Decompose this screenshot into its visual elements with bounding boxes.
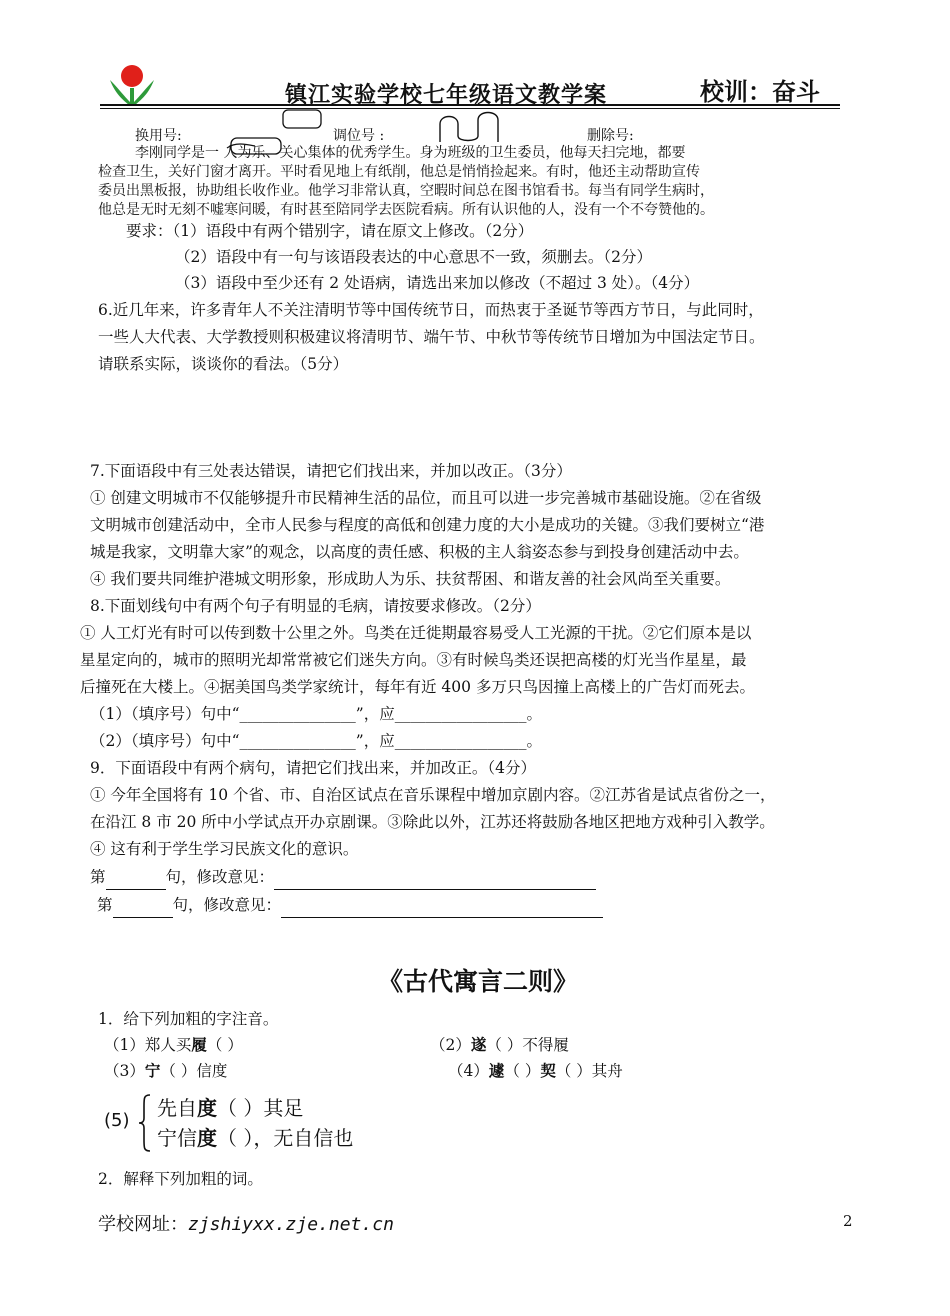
q9-answer-prefix: 第: [97, 896, 113, 914]
item-5-line-1: 先自度（ ）其足: [157, 1096, 304, 1120]
pinyin-item-4: （4）遽（ ）契（ ）其舟: [448, 1061, 623, 1080]
q5-requirement: 要求：（1）语段中有两个错别字，请在原文上修改。（2分）: [126, 222, 534, 240]
q8-fill-2[interactable]: （2）（填序号）句中“_______________”，应_________________。: [90, 732, 542, 750]
q9-answer-prefix: 第: [90, 868, 106, 886]
q9-line: ① 今年全国将有 10 个省、市、自治区试点在音乐课程中增加京剧内容。②江苏省是试点省份之一，: [90, 786, 776, 804]
q7-line: 文明城市创建活动中，全市人民参与程度的高低和创建力度的大小是成功的关键。③我们要树立“港: [90, 516, 765, 534]
q5-passage-line: 李刚同学是一 人为乐、关心集体的优秀学生。身为班级的卫生委员，他每天扫完地，都要: [135, 145, 686, 161]
q6-line: 请联系实际，谈谈你的看法。（5分）: [98, 355, 349, 373]
q8-line: ① 人工灯光有时可以传到数十公里之外。鸟类在迁徙期最容易受人工光源的干扰。②它们原本是以: [80, 624, 752, 642]
q9-stem: 9．下面语段中有两个病句，请把它们找出来，并加改正。（4分）: [90, 759, 536, 777]
q9-answer-row[interactable]: [90, 864, 596, 890]
q8-line: 星星定向的，城市的照明光却常常被它们迷失方向。③有时候鸟类还误把高楼的灯光当作星星，最: [80, 651, 747, 669]
q7-line: ④ 我们要共同维护港城文明形象，形成助人为乐、扶贫帮困、和谐友善的社会风尚至关重要。: [90, 570, 731, 588]
school-title: 镇江实验学校七年级语文教学案: [285, 82, 608, 108]
q5-requirement: （3）语段中至少还有 2 处语病，请选出来加以修改（不超过 3 处）。（4分）: [175, 274, 700, 292]
pinyin-blank[interactable]: （ ），无自信也: [217, 1126, 354, 1150]
pinyin-blank[interactable]: （ ）: [486, 1036, 523, 1054]
mark-move-label: 调位号 :: [333, 128, 385, 144]
q6-line: 6.近几年来，许多青年人不关注清明节等中国传统节日，而热衷于圣诞节等西方节日，与此同时，: [98, 301, 764, 319]
revision-blank[interactable]: [274, 873, 596, 890]
school-motto: 校训：奋斗: [700, 77, 820, 106]
q6-line: 一些人大代表、大学教授则积极建议将清明节、端午节、中秋节等传统节日增加为中国法定节日。: [98, 328, 765, 346]
item-5-line-2: 宁信度（ ），无自信也: [157, 1126, 354, 1150]
q7-line: 城是我家，文明靠大家”的观念，以高度的责任感、积极的主人翁姿态参与到投身创建活动中去。: [90, 543, 749, 561]
section-title: 《古代寓言二则》: [378, 967, 579, 996]
pinyin-blank[interactable]: （ ）: [160, 1062, 197, 1080]
item-5-label: (5): [104, 1110, 130, 1131]
url-text[interactable]: zjshiyxx.zje.net.cn: [188, 1214, 394, 1235]
url-label: 学校网址：: [98, 1214, 188, 1235]
pinyin-item-1: （1）郑人买履（ ）: [104, 1035, 243, 1054]
q5-passage-line: 他总是无时无刻不嘘寒问暖，有时甚至陪同学去医院看病。所有认识他的人，没有一个不夸赞他的。: [98, 202, 714, 218]
mark-replace-label: 换用号:: [135, 128, 182, 144]
pinyin-item-3: （3）宁（ ）信度: [104, 1061, 228, 1080]
pinyin-blank[interactable]: （ ）其足: [217, 1096, 304, 1120]
revision-blank[interactable]: [281, 901, 603, 918]
sentence-number-blank[interactable]: [106, 873, 166, 890]
q5-passage-line: 检查卫生，关好门窗才离开。平时看见地上有纸削，他总是悄悄捡起来。有时，他还主动帮助宣传: [98, 164, 700, 180]
s2-q1-stem: 1．给下列加粗的字注音。: [98, 1010, 279, 1028]
q8-line: 后撞死在大楼上。④据美国鸟类学家统计，每年有近 400 多万只鸟因撞上高楼上的广告灯而死去。: [80, 678, 755, 696]
page-number: 2: [843, 1212, 853, 1230]
q5-passage-line: 委员出黑板报，协助组长收作业。他学习非常认真，空暇时间总在图书馆看书。每当有同学生病时，: [98, 183, 714, 199]
header-rule: [100, 104, 840, 106]
q8-stem: 8.下面划线句中有两个句子有明显的毛病，请按要求修改。（2分）: [90, 597, 541, 615]
mark-delete-label: 删除号:: [587, 128, 634, 144]
q5-requirement: （2）语段中有一句与该语段表达的中心意思不一致，须删去。（2分）: [175, 248, 652, 266]
pinyin-item-2: （2）遂（ ）不得履: [430, 1035, 569, 1054]
school-logo-icon: [106, 62, 158, 108]
move-mark-icon: [436, 108, 504, 142]
pinyin-blank[interactable]: （ ）: [206, 1036, 243, 1054]
q9-answer-mid: 句，修改意见：: [165, 868, 275, 886]
q9-line: 在沿江 8 市 20 所中小学试点开办京剧课。③除此以外，江苏还将鼓励各地区把地方戏种引入教学。: [90, 813, 775, 831]
sentence-number-blank[interactable]: [113, 901, 173, 918]
q9-answer-mid: 句，修改意见：: [172, 896, 282, 914]
q9-answer-row[interactable]: [97, 892, 603, 918]
pinyin-blank[interactable]: （ ）: [504, 1062, 541, 1080]
school-url[interactable]: [98, 1210, 394, 1236]
brace-icon: [138, 1094, 152, 1152]
q7-line: ① 创建文明城市不仅能够提升市民精神生活的品位，而且可以进一步完善城市基础设施。②在省级: [90, 489, 762, 507]
q7-stem: 7.下面语段中有三处表达错误，请把它们找出来，并加以改正。（3分）: [90, 462, 572, 480]
s2-q2-stem: 2．解释下列加粗的词。: [98, 1170, 263, 1188]
pinyin-blank[interactable]: （ ）: [555, 1062, 592, 1080]
q8-fill-1[interactable]: （1）（填序号）句中“_______________”，应_________________。: [90, 705, 542, 723]
q9-line: ④ 这有利于学生学习民族文化的意识。: [90, 840, 359, 858]
